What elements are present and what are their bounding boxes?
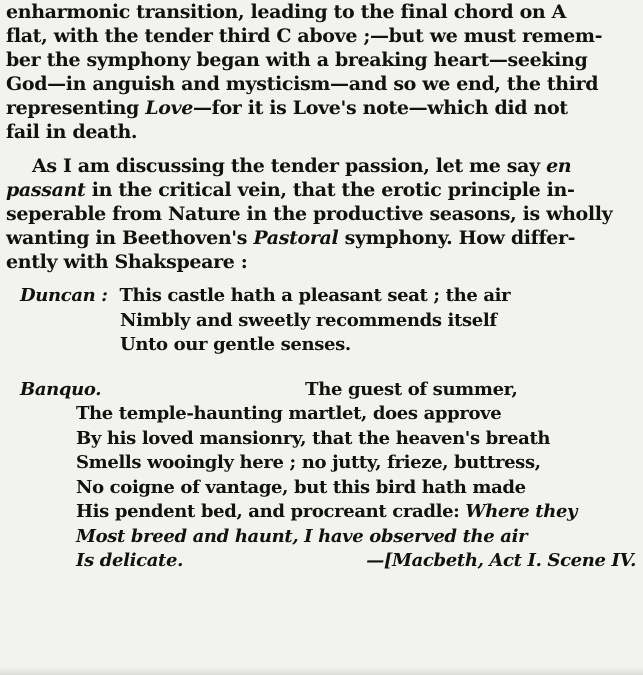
article-text [6,0,638,574]
text-line [6,96,638,120]
text-line: ber the symphony began with a breaking heart—seeking [6,49,588,71]
verse-line [6,549,638,574]
speaker-name: Banquo. [20,378,102,400]
italic-verse-text: Where they [465,501,578,522]
text-line: ently with Shakspeare : [6,251,248,273]
text-fragment: symphony. How differ- [338,227,576,249]
verse-line: No coigne of vantage, but this bird hath made [76,476,526,498]
banquo-verse [6,378,638,574]
text-line: fail in death. [6,121,138,143]
duncan-verse [6,284,638,358]
text-line [6,178,638,202]
text-fragment: in the critical vein, that the erotic principle in- [85,179,575,201]
italic-word: passant [6,179,86,201]
italic-verse-text: Is delicate. [76,550,183,571]
italic-verse-text: Most breed and haunt, I have observed the air [76,525,528,547]
page-edge [0,667,643,675]
verse-line [6,525,638,550]
verse-line: By his loved mansionry, that the heaven's breath [76,427,551,449]
citation: —[Macbeth, Act I. Scene IV. [366,550,636,571]
text-fragment: representing [6,97,146,119]
text-fragment: wanting in Beethoven's [6,227,254,249]
text-fragment: As I am discussing the tender passion, let me say [32,155,547,177]
verse-line: Unto our gentle senses. [120,334,351,355]
text-line [6,154,638,178]
italic-word: en [546,155,572,177]
verse-line [6,284,638,309]
text-line: God—in anguish and mysticism—and so we end, the third [6,73,599,95]
verse-text: The guest of summer, [305,378,518,400]
verse-line [6,378,638,403]
italic-word-love: Love [145,97,194,119]
verse-line: Nimbly and sweetly recommends itself [120,309,497,331]
speaker-name: Duncan : [20,285,108,306]
verse-text: His pendent bed, and procreant cradle: [76,501,466,522]
italic-word-pastoral: Pastoral [253,227,339,249]
text-line [6,226,638,250]
text-line: enharmonic transition, leading to the final chord on A [6,1,567,23]
verse-line: Smells wooingly here ; no jutty, frieze, buttress, [76,452,541,473]
paragraph-2 [6,154,638,274]
text-line: flat, with the tender third C above ;—but we must remem- [6,25,603,47]
verse-line [6,500,638,525]
verse-text: This castle hath a pleasant seat ; the air [119,285,511,306]
verse-line: The temple-haunting martlet, does approve [76,403,502,424]
text-line: seperable from Nature in the productive seasons, is wholly [6,203,613,225]
paragraph-1 [6,0,638,144]
text-fragment: —for it is Love's note—which did not [193,97,568,119]
